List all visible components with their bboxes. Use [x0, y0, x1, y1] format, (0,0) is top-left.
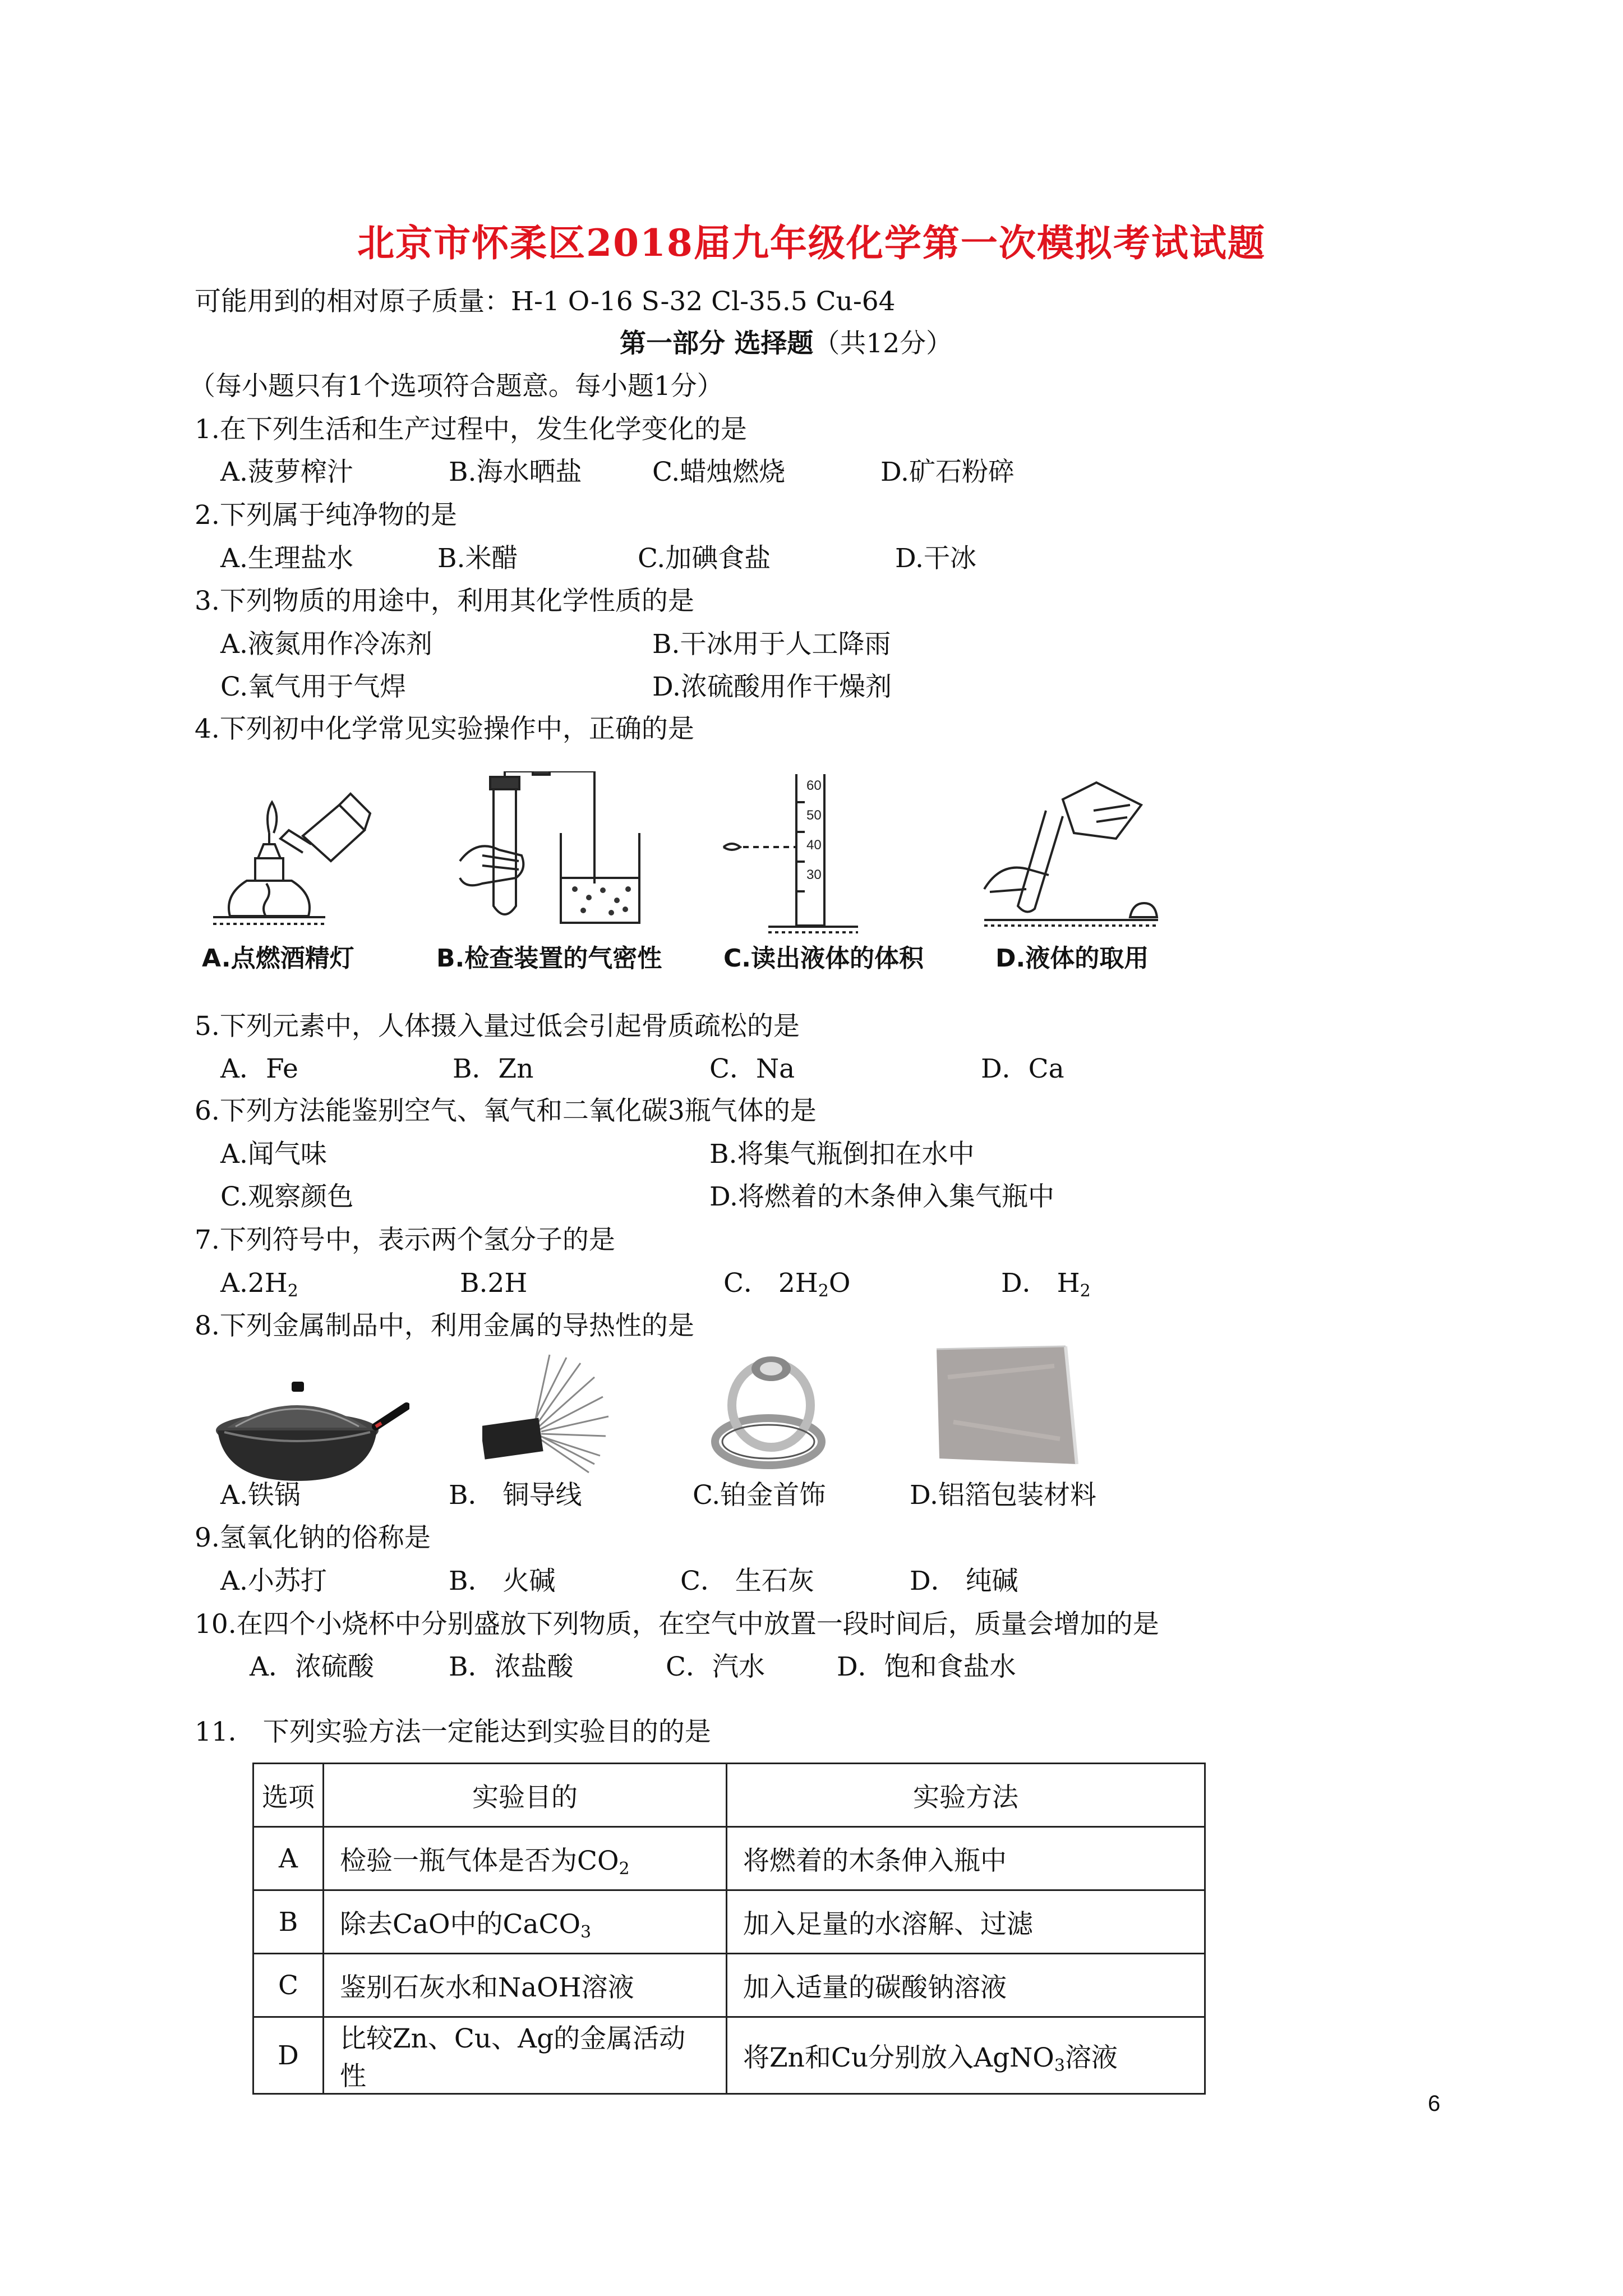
q10-stem: 10.在四个小烧杯中分别盛放下列物质，在空气中放置一段时间后，质量会增加的是	[195, 1609, 1159, 1640]
option-cell: C	[253, 1954, 324, 2017]
q7-c-subscript: 2	[818, 1281, 829, 1301]
q8-option-d: D.铝箔包装材料	[910, 1480, 1096, 1511]
q2-option-d: D.干冰	[895, 543, 976, 574]
page-title: 北京市怀柔区2018届九年级化学第一次模拟考试试题	[357, 221, 1266, 265]
method-text-end: 溶液	[1064, 2042, 1118, 2073]
q8-option-b: B． 铜导线	[449, 1480, 582, 1511]
part1-heading-note: （共12分）	[813, 328, 953, 359]
q10-option-a: A．浓硫酸	[250, 1651, 374, 1682]
q5-option-c: C．Na	[709, 1053, 795, 1084]
q7-stem: 7.下列符号中，表示两个氢分子的是	[195, 1225, 615, 1255]
page-number: 6	[1428, 2091, 1441, 2116]
q10-option-d: D．饱和食盐水	[837, 1651, 1016, 1682]
q9-option-a: A.小苏打	[220, 1566, 327, 1596]
q4-caption-a: A.点燃酒精灯	[202, 944, 354, 973]
goal-text: 检验一瓶气体是否为CO	[340, 1845, 619, 1876]
scale-label: 30	[806, 867, 822, 882]
q9-option-d: D． 纯碱	[910, 1566, 1018, 1596]
q9-option-c: C． 生石灰	[680, 1566, 814, 1596]
q4-caption-b: B.检查装置的气密性	[436, 944, 662, 973]
q7-option-d	[1001, 1267, 1091, 1300]
q5-option-a: A．Fe	[220, 1053, 298, 1084]
q10-option-b: B．浓盐酸	[449, 1651, 574, 1682]
q5-option-b: B．Zn	[453, 1053, 534, 1084]
goal-cell	[324, 1890, 727, 1954]
q8-option-c: C.铂金首饰	[693, 1480, 826, 1511]
q2-option-c: C.加碘食盐	[638, 543, 771, 574]
header-cell: 实验目的	[324, 1764, 727, 1827]
part1-heading	[620, 327, 952, 361]
option-cell: B	[253, 1890, 324, 1954]
q6-option-d: D.将燃着的木条伸入集气瓶中	[709, 1181, 1054, 1212]
alcohol-lamp-figure	[202, 783, 376, 934]
q7-c-text: C． 2H	[723, 1268, 818, 1299]
q5-stem: 5.下列元素中，人体摄入量过低会引起骨质疏松的是	[195, 1011, 800, 1042]
goal-cell	[324, 1954, 727, 2017]
q8-stem: 8.下列金属制品中，利用金属的导热性的是	[195, 1310, 694, 1341]
q6-option-b: B.将集气瓶倒扣在水中	[709, 1139, 975, 1170]
aluminum-foil-image	[931, 1343, 1082, 1467]
option-cell: D	[253, 2017, 324, 2094]
copper-wire-image	[482, 1352, 611, 1487]
q7-d-subscript: 2	[1080, 1281, 1091, 1301]
q6-option-a: A.闻气味	[220, 1139, 327, 1170]
q11-stem: 11． 下列实验方法一定能达到实验目的的是	[195, 1717, 711, 1747]
q10-option-c: C．汽水	[666, 1651, 765, 1682]
platinum-rings-image	[707, 1346, 830, 1475]
goal-text: 鉴别石灰水和NaOH溶液	[340, 1972, 634, 2003]
part1-heading-text: 第一部分 选择题	[620, 328, 814, 359]
q3-option-c: C.氧气用于气焊	[220, 671, 407, 702]
q3-option-b: B.干冰用于人工降雨	[652, 629, 891, 660]
q7-option-b: B.2H	[460, 1268, 528, 1299]
q2-stem: 2.下列属于纯净物的是	[195, 500, 457, 531]
goal-subscript: 3	[580, 1922, 592, 1942]
q4-caption-d: D.液体的取用	[995, 944, 1149, 973]
q1-option-c: C.蜡烛燃烧	[652, 457, 786, 487]
q7-option-c	[723, 1267, 850, 1300]
q5-option-d: D．Ca	[981, 1053, 1064, 1084]
q11-table	[252, 1763, 1206, 2095]
airtightness-check-figure	[449, 771, 662, 934]
goal-cell	[324, 1827, 727, 1890]
method-subscript: 3	[1054, 2055, 1065, 2076]
q9-stem: 9.氢氧化钠的俗称是	[195, 1522, 431, 1553]
scale-label: 50	[806, 808, 822, 823]
table-row	[253, 2017, 1205, 2094]
table-header-row	[253, 1764, 1205, 1827]
wok-image	[213, 1366, 409, 1484]
q1-option-b: B.海水晒盐	[449, 457, 582, 487]
option-cell: A	[253, 1827, 324, 1890]
table-row	[253, 1827, 1205, 1890]
q7-a-subscript: 2	[287, 1281, 298, 1301]
method-text: 加入足量的水溶解、过滤	[743, 1908, 1033, 1940]
method-text: 加入适量的碳酸钠溶液	[743, 1972, 1007, 2003]
q1-option-a: A.菠萝榨汁	[220, 457, 353, 487]
q7-a-text: A.2H	[220, 1268, 288, 1299]
q6-stem: 6.下列方法能鉴别空气、氧气和二氧化碳3瓶气体的是	[195, 1096, 817, 1126]
method-cell	[727, 1827, 1205, 1890]
q6-option-c: C.观察颜色	[220, 1181, 354, 1212]
q4-stem: 4.下列初中化学常见实验操作中，正确的是	[195, 714, 694, 744]
table-row	[253, 1890, 1205, 1954]
method-text: 将Zn和Cu分别放入AgNO	[743, 2042, 1054, 2073]
atomic-masses: 可能用到的相对原子质量：H-1 O-16 S-32 Cl-35.5 Cu-64	[195, 286, 896, 317]
q3-option-d: D.浓硫酸用作干燥剂	[652, 671, 892, 702]
liquid-pouring-figure	[979, 777, 1164, 934]
goal-text: 除去CaO中的CaCO	[340, 1908, 580, 1940]
q1-option-d: D.矿石粉碎	[880, 457, 1015, 487]
header-cell: 选项	[253, 1764, 324, 1827]
method-text: 将燃着的木条伸入瓶中	[743, 1845, 1007, 1876]
header-cell: 实验方法	[727, 1764, 1205, 1827]
method-cell	[727, 2017, 1205, 2094]
q7-c-text-end: O	[828, 1268, 851, 1299]
q7-d-text: D． H	[1001, 1268, 1080, 1299]
method-cell	[727, 1890, 1205, 1954]
table-row	[253, 1954, 1205, 2017]
scale-label: 60	[806, 778, 822, 793]
q8-option-a: A.铁锅	[220, 1480, 301, 1511]
method-cell	[727, 1954, 1205, 2017]
goal-text: 比较Zn、Cu、Ag的金属活动性	[340, 2023, 686, 2092]
goal-subscript: 2	[619, 1858, 630, 1879]
graduated-cylinder-figure	[712, 769, 880, 937]
q2-option-b: B.米醋	[437, 543, 518, 574]
q3-option-a: A.液氮用作冷冻剂	[220, 629, 432, 660]
scale-label: 40	[806, 838, 822, 853]
q7-option-a	[220, 1267, 298, 1300]
q4-caption-c: C.读出液体的体积	[723, 944, 924, 973]
goal-cell	[324, 2017, 727, 2094]
q2-option-a: A.生理盐水	[220, 543, 353, 574]
part1-instruction: （每小题只有1个选项符合题意。每小题1分）	[189, 371, 723, 402]
q1-stem: 1.在下列生活和生产过程中，发生化学变化的是	[195, 414, 747, 445]
q9-option-b: B． 火碱	[449, 1566, 556, 1596]
q3-stem: 3.下列物质的用途中，利用其化学性质的是	[195, 586, 694, 616]
